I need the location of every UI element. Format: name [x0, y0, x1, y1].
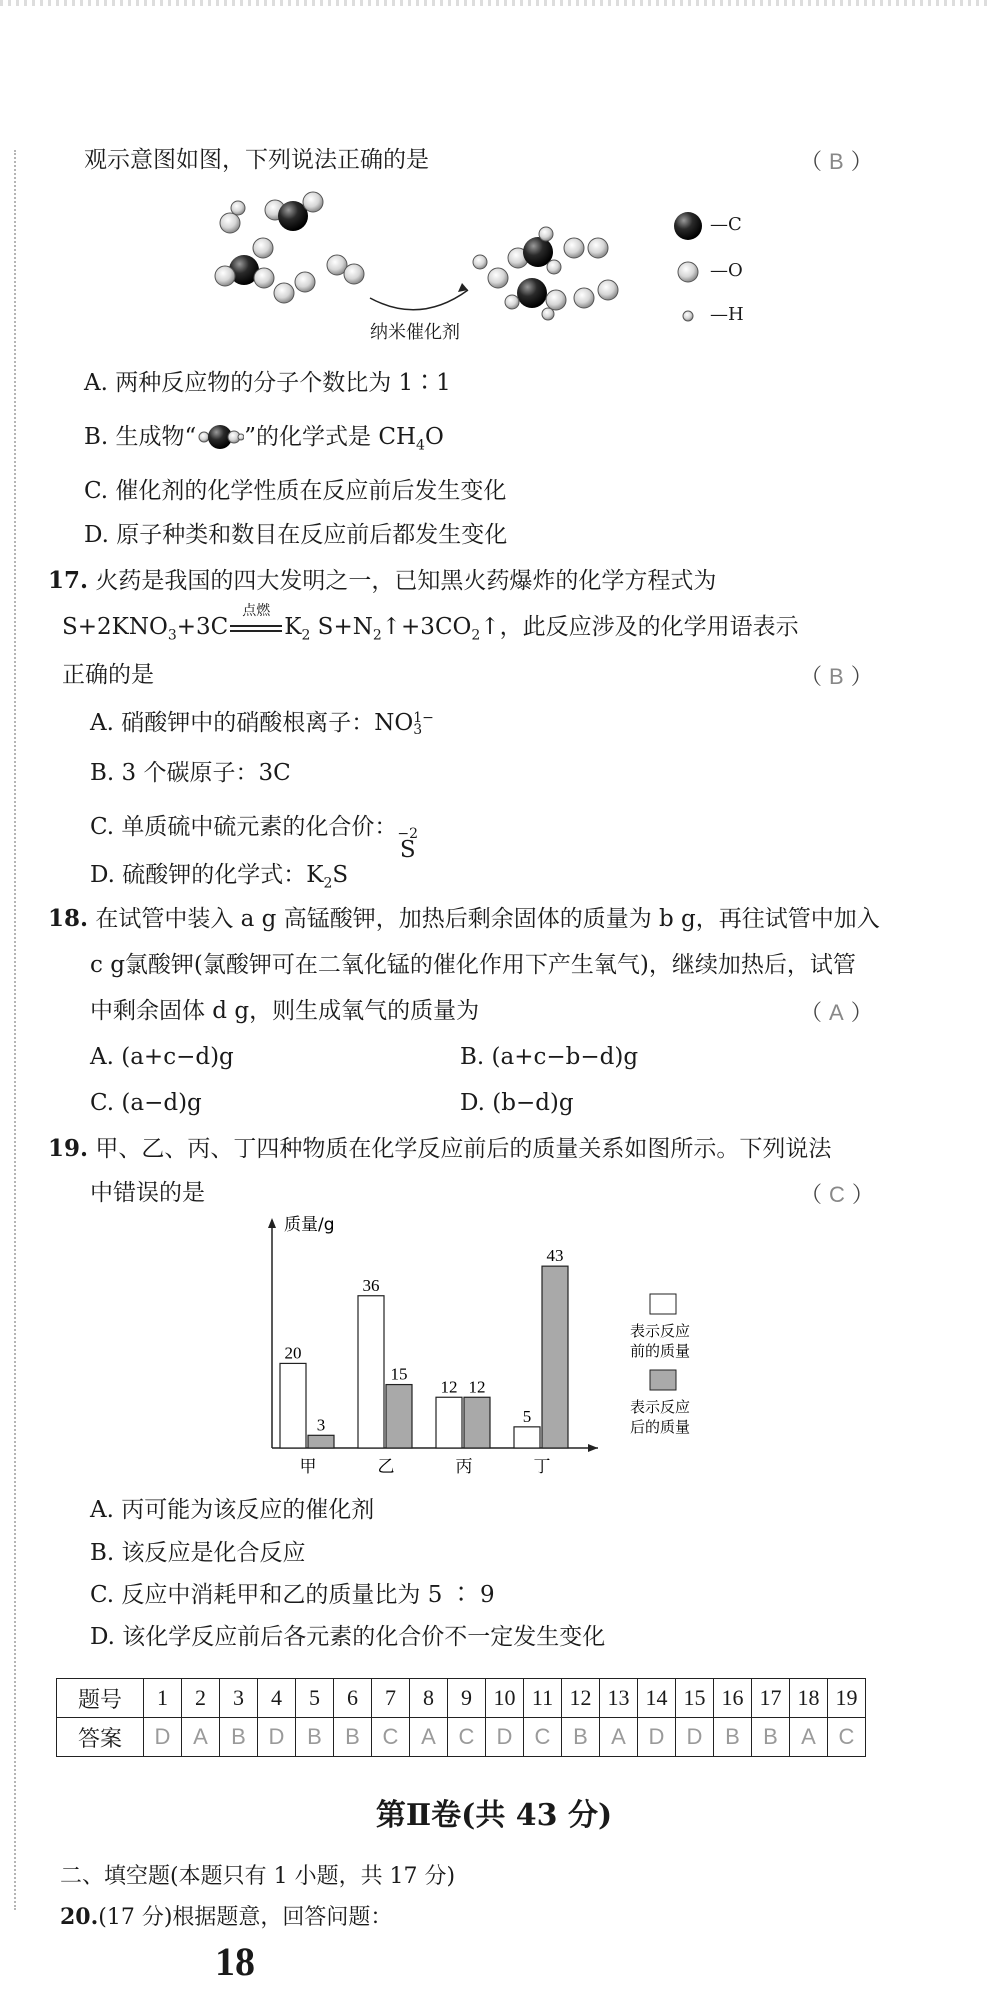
question-number-cell: 8 — [410, 1679, 448, 1718]
eq-right2: S+N — [310, 614, 373, 640]
table-header-label: 题号 — [57, 1679, 144, 1718]
q18-option-a: A. (a+c−d)g — [90, 1044, 234, 1070]
product-molecules — [473, 227, 618, 320]
legend-after-line2: 后的质量 — [630, 1418, 691, 1436]
mass-bar-chart — [250, 1200, 770, 1490]
q17-option-a-sub: 3 — [413, 722, 423, 738]
answer-cell: B — [714, 1718, 752, 1757]
sulfur-valence — [397, 826, 419, 863]
legend-after-line1: 表示反应 — [630, 1398, 691, 1416]
bar-value-label: 3 — [316, 1415, 326, 1435]
answer-cell: C — [828, 1718, 866, 1757]
section2-heading: 二、填空题(本题只有 1 小题，共 17 分) — [60, 1864, 456, 1889]
answer-cell: D — [144, 1718, 182, 1757]
section2-title: 第Ⅱ卷(共 43 分) — [375, 1798, 613, 1833]
carbon-atom-icon — [674, 212, 702, 240]
bracket-open: （ — [800, 665, 823, 690]
q16-option-a: A. 两种反应物的分子个数比为 1∶1 — [84, 370, 451, 396]
q17-line3: 正确的是 — [62, 662, 154, 688]
q18-line1-text: 在试管中装入 a g 高锰酸钾，加热后剩余固体的质量为 b g，再往试管中加入 — [95, 906, 880, 932]
y-axis-arrow — [268, 1218, 276, 1228]
answer-cell: D — [638, 1718, 676, 1757]
bar-value-label: 5 — [522, 1406, 532, 1426]
legend-carbon-label: —C — [710, 214, 742, 235]
answer-cell: D — [486, 1718, 524, 1757]
answer-cell: A — [600, 1718, 638, 1757]
answer-cell: B — [296, 1718, 334, 1757]
eq-right1: K — [284, 614, 302, 640]
question-number-cell: 15 — [676, 1679, 714, 1718]
bar-value-label: 12 — [468, 1377, 486, 1397]
question-number-cell: 4 — [258, 1679, 296, 1718]
answer-table-answer-row — [57, 1718, 866, 1757]
table-answer-label: 答案 — [57, 1718, 144, 1757]
q18-option-c: C. (a−d)g — [90, 1090, 202, 1116]
legend-oxygen-label: —O — [710, 260, 743, 281]
question-number-cell: 2 — [182, 1679, 220, 1718]
question-number-cell: 12 — [562, 1679, 600, 1718]
question-number-cell: 7 — [372, 1679, 410, 1718]
eq-condition: 点燃 — [242, 603, 271, 619]
q18-option-d: D. (b−d)g — [460, 1090, 574, 1116]
q19-option-a: A. 丙可能为该反应的催化剂 — [90, 1497, 375, 1523]
q17-option-c-s: S — [399, 837, 416, 863]
q16-option-b-prefix: B. 生成物“ — [84, 424, 197, 450]
q20-line — [60, 1902, 392, 1933]
hydrogen-atom-icon — [683, 311, 693, 321]
question-number-cell: 13 — [600, 1679, 638, 1718]
bar-value-label: 15 — [390, 1364, 408, 1384]
legend-before-line1: 表示反应 — [630, 1322, 691, 1340]
question-number-cell: 16 — [714, 1679, 752, 1718]
oxygen-atom-icon — [678, 262, 698, 282]
answer-cell: A — [410, 1718, 448, 1757]
bar-after-4 — [542, 1266, 568, 1448]
atom-legend — [674, 212, 702, 321]
question-number-cell: 18 — [790, 1679, 828, 1718]
bracket-close: ） — [851, 1183, 874, 1208]
q17-option-d — [90, 860, 348, 899]
bar-before-4 — [514, 1427, 540, 1448]
bar-after-1 — [308, 1435, 334, 1448]
q20-number: 20. — [60, 1904, 99, 1930]
answer-cell: A — [790, 1718, 828, 1757]
q17-option-d-end: S — [332, 862, 349, 888]
q19-option-b: B. 该反应是化合反应 — [90, 1540, 306, 1566]
q19-answer-bracket — [800, 1178, 874, 1209]
eq-right1-sub: 2 — [301, 627, 311, 644]
x-axis-arrow — [588, 1444, 598, 1452]
bar-before-2 — [358, 1296, 384, 1448]
bar-before-3 — [436, 1397, 462, 1448]
eq-left: S+2KNO — [62, 614, 168, 640]
bar-value-label: 36 — [362, 1275, 380, 1295]
answer-cell: B — [562, 1718, 600, 1757]
answer-cell: D — [676, 1718, 714, 1757]
q17-option-a-text: A. 硝酸钾中的硝酸根离子：NO — [90, 710, 414, 736]
eq-right4: ↑，此反应涉及的化学用语表示 — [480, 614, 799, 640]
bracket-open: （ — [800, 150, 823, 175]
answer-cell: A — [182, 1718, 220, 1757]
bar-value-label: 20 — [284, 1343, 302, 1363]
q17-option-a-sup: 1− — [413, 710, 434, 726]
question-number-cell: 17 — [752, 1679, 790, 1718]
no3-charge — [413, 712, 434, 736]
q16-option-b-end: O — [424, 424, 444, 450]
q19-answer: C — [829, 1182, 845, 1207]
answer-cell: B — [220, 1718, 258, 1757]
category-label: 丁 — [533, 1457, 551, 1477]
q17-option-d-sub: 2 — [323, 875, 333, 892]
q19-option-c: C. 反应中消耗甲和乙的质量比为 5 ∶ 9 — [90, 1582, 495, 1608]
q17-option-a — [90, 708, 434, 738]
q17-line1 — [48, 566, 716, 596]
answer-table-number-row — [57, 1679, 866, 1718]
eq-condition-arrow — [228, 603, 284, 642]
q18-number: 18. — [48, 905, 89, 932]
bar-value-label: 43 — [546, 1246, 564, 1266]
q20-text: (17 分)根据题意，回答问题： — [98, 1905, 393, 1930]
eq-right3: ↑+3CO — [381, 614, 472, 640]
q19-line2: 中错误的是 — [90, 1180, 205, 1206]
bracket-close: ） — [850, 665, 873, 690]
q16-answer: B — [829, 149, 844, 174]
q17-option-c-text: C. 单质硫中硫元素的化合价： — [90, 814, 398, 840]
bar-after-2 — [386, 1385, 412, 1448]
q18-line1 — [48, 904, 880, 934]
methanol-molecule-icon — [196, 424, 244, 450]
answer-cell: C — [448, 1718, 486, 1757]
bracket-close: ） — [850, 150, 873, 175]
q19-line1-text: 甲、乙、丙、丁四种物质在化学反应前后的质量关系如图所示。下列说法 — [95, 1136, 832, 1162]
eq-right2-sub: 2 — [372, 627, 382, 644]
question-number-cell: 10 — [486, 1679, 524, 1718]
q17-line1-text: 火药是我国的四大发明之一，已知黑火药爆炸的化学方程式为 — [95, 568, 717, 594]
bar-before-1 — [280, 1363, 306, 1448]
answer-cell: B — [334, 1718, 372, 1757]
q18-answer-bracket — [800, 996, 873, 1027]
q17-answer-bracket — [800, 660, 873, 691]
answer-cell: C — [372, 1718, 410, 1757]
question-number-cell: 9 — [448, 1679, 486, 1718]
legend-before-swatch — [650, 1294, 676, 1314]
q17-option-d-text: D. 硫酸钾的化学式：K — [90, 862, 324, 888]
q16-option-b — [84, 422, 444, 461]
legend-before-line2: 前的质量 — [630, 1342, 691, 1360]
question-number-cell: 19 — [828, 1679, 866, 1718]
y-axis-label: 质量/g — [284, 1215, 335, 1235]
question-number-cell: 3 — [220, 1679, 258, 1718]
q18-line2: c g氯酸钾(氯酸钾可在二氧化锰的催化作用下产生氧气)，继续加热后，试管 — [90, 952, 856, 978]
eq-left2: +3C — [176, 614, 229, 640]
question-number-cell: 6 — [334, 1679, 372, 1718]
page-top-edge — [0, 0, 988, 6]
legend-hydrogen-label: —H — [710, 304, 744, 325]
answer-table — [56, 1678, 866, 1757]
bar-value-label: 12 — [440, 1377, 458, 1397]
question-number-cell: 5 — [296, 1679, 334, 1718]
q19-line1 — [48, 1134, 831, 1164]
q18-option-b: B. (a+c−b−d)g — [460, 1044, 639, 1070]
q17-number: 17. — [48, 567, 89, 594]
q18-line3: 中剩余固体 d g，则生成氧气的质量为 — [90, 998, 480, 1024]
answer-cell: B — [752, 1718, 790, 1757]
bar-after-3 — [464, 1397, 490, 1448]
question-number-cell: 11 — [524, 1679, 562, 1718]
q18-answer: A — [829, 1000, 844, 1025]
q17-option-c — [90, 812, 419, 863]
q17-answer: B — [829, 664, 844, 689]
reactant-molecules — [215, 192, 364, 303]
q17-option-c-sup: −2 — [397, 826, 419, 842]
page-number: 18 — [215, 1939, 255, 1984]
eq-right3-sub: 2 — [471, 627, 481, 644]
category-label: 甲 — [299, 1457, 317, 1477]
answer-cell: C — [524, 1718, 562, 1757]
category-label: 乙 — [377, 1457, 395, 1477]
eq-left-sub: 3 — [167, 627, 177, 644]
q16-option-d: D. 原子种类和数目在反应前后都发生变化 — [84, 522, 508, 548]
q17-equation — [62, 603, 799, 651]
q16-option-c: C. 催化剂的化学性质在反应前后发生变化 — [84, 478, 507, 504]
q19-option-d: D. 该化学反应前后各元素的化合价不一定发生变化 — [90, 1624, 606, 1650]
answer-cell: D — [258, 1718, 296, 1757]
catalyst-label: 纳米催化剂 — [370, 322, 460, 343]
q16-stem: 观示意图如图，下列说法正确的是 — [84, 147, 429, 173]
q19-number: 19. — [48, 1135, 89, 1162]
molecule-diagram — [200, 190, 780, 350]
q16-option-b-subscript: 4 — [416, 437, 425, 454]
q16-answer-bracket — [800, 145, 873, 176]
question-number-cell: 1 — [144, 1679, 182, 1718]
binding-margin-line — [14, 150, 16, 1910]
bracket-close: ） — [850, 1001, 873, 1026]
q17-option-b: B. 3 个碳原子：3C — [90, 760, 291, 786]
category-label: 丙 — [455, 1457, 473, 1477]
bracket-open: （ — [800, 1183, 823, 1208]
q16-option-b-suffix: ”的化学式是 CH — [244, 424, 417, 450]
reaction-arrow — [370, 290, 468, 310]
bracket-open: （ — [800, 1001, 823, 1026]
question-number-cell: 14 — [638, 1679, 676, 1718]
legend-after-swatch — [650, 1370, 676, 1390]
